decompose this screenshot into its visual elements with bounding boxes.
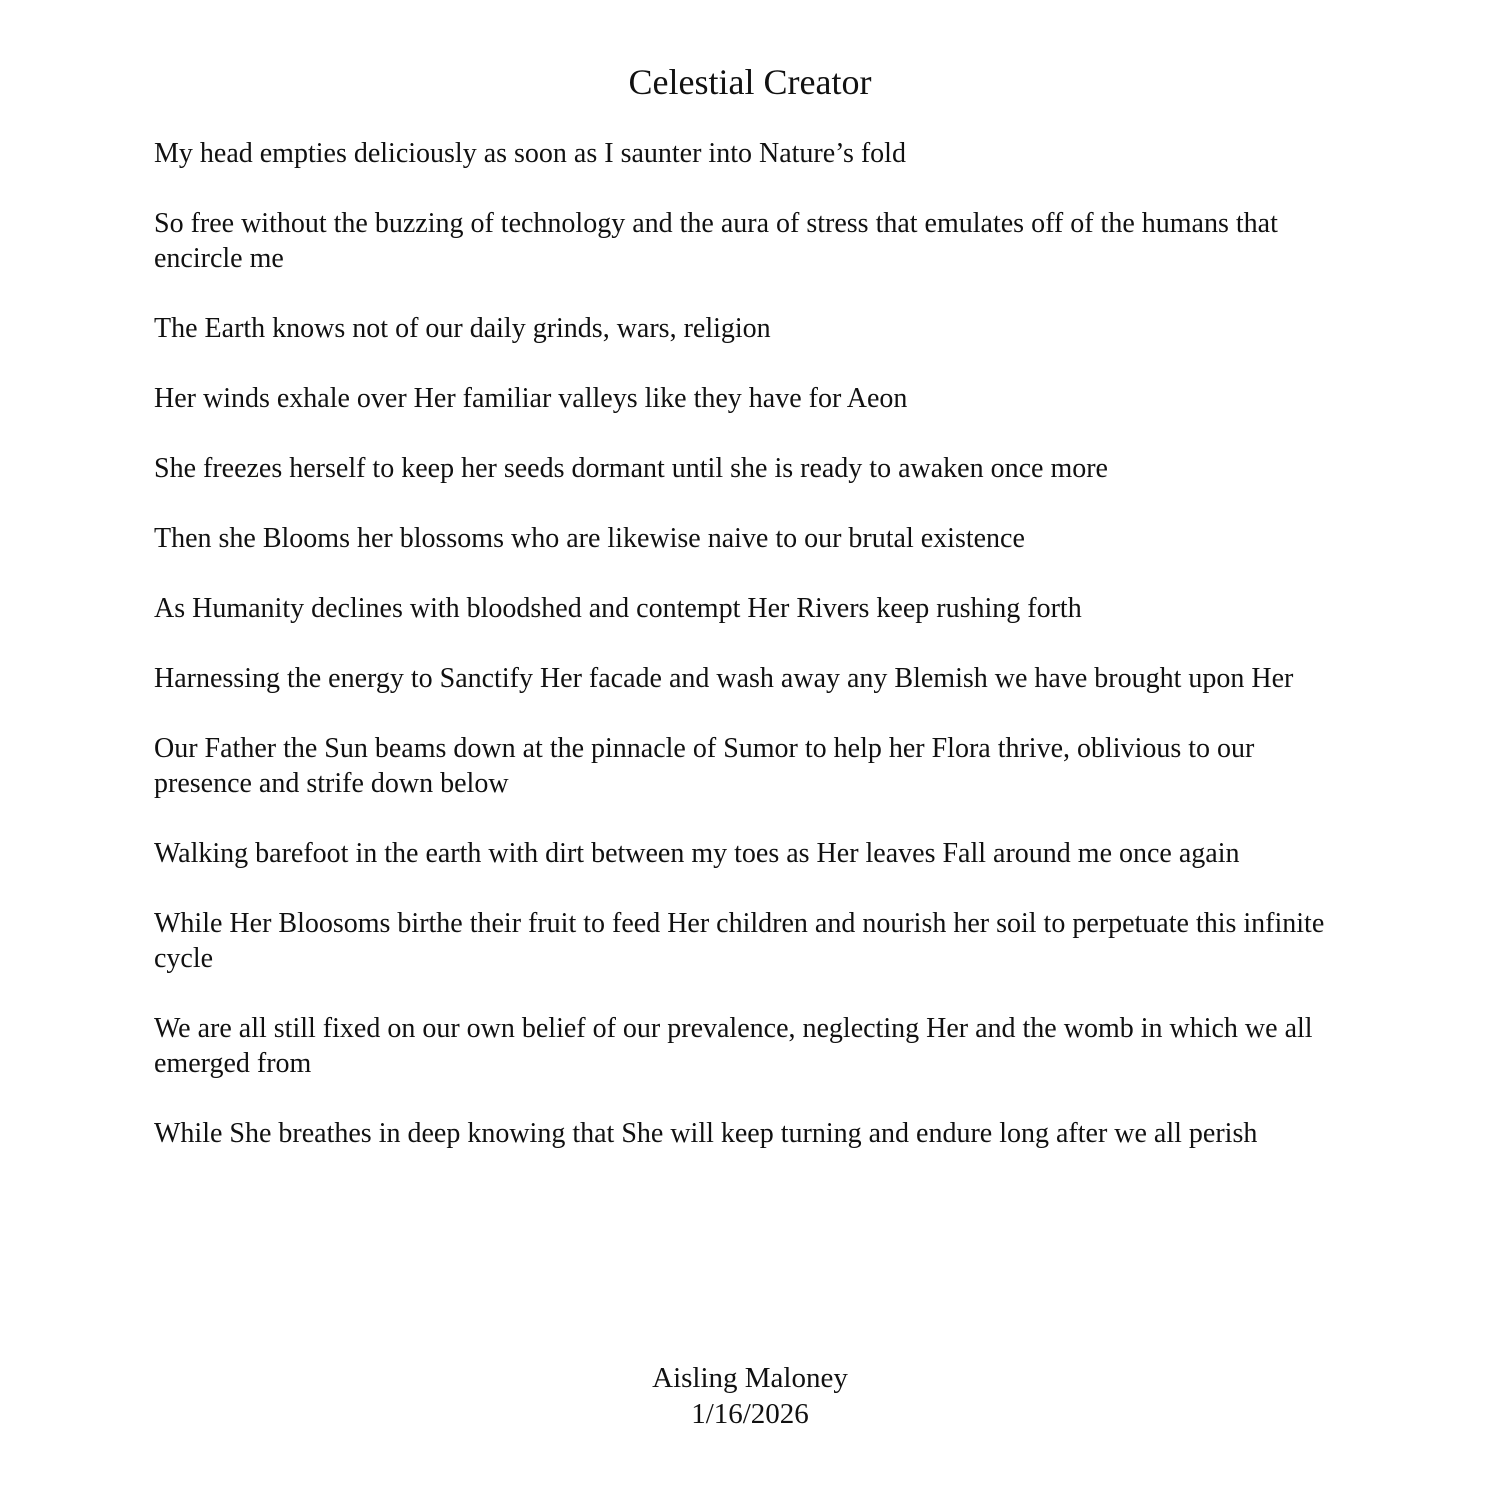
stanza: While She breathes in deep knowing that She will keep turning and endure long after we all perish xyxy=(154,1118,1258,1149)
author-name: Aisling Maloney xyxy=(652,1362,848,1394)
stanza: She freezes herself to keep her seeds dormant until she is ready to awaken once more xyxy=(154,453,1108,484)
stanza: We are all still fixed on our own belief of our prevalence, neglecting Her and the womb in which we all emerged from xyxy=(154,1013,1313,1079)
stanza: Harnessing the energy to Sanctify Her facade and wash away any Blemish we have brought upon Her xyxy=(154,663,1294,694)
stanza: As Humanity declines with bloodshed and contempt Her Rivers keep rushing forth xyxy=(154,593,1082,624)
stanza: So free without the buzzing of technology and the aura of stress that emulates off of the humans that encircle me xyxy=(154,208,1278,274)
poem-title: Celestial Creator xyxy=(628,62,872,102)
stanza: My head empties deliciously as soon as I saunter into Nature’s fold xyxy=(154,138,906,169)
stanza: The Earth knows not of our daily grinds, wars, religion xyxy=(154,313,771,344)
poem-body xyxy=(154,136,1344,1186)
stanza: Our Father the Sun beams down at the pinnacle of Sumor to help her Flora thrive, oblivious to our presence and strife down below xyxy=(154,733,1255,799)
stanza: Then she Blooms her blossoms who are likewise naive to our brutal existence xyxy=(154,523,1025,554)
stanza: Walking barefoot in the earth with dirt between my toes as Her leaves Fall around me once again xyxy=(154,838,1240,869)
stanza: While Her Bloosoms birthe their fruit to feed Her children and nourish her soil to perpetuate this infinite cycle xyxy=(154,908,1325,974)
poem-date: 1/16/2026 xyxy=(691,1398,809,1430)
stanza: Her winds exhale over Her familiar valleys like they have for Aeon xyxy=(154,383,908,414)
signature-block xyxy=(0,1360,1500,1432)
